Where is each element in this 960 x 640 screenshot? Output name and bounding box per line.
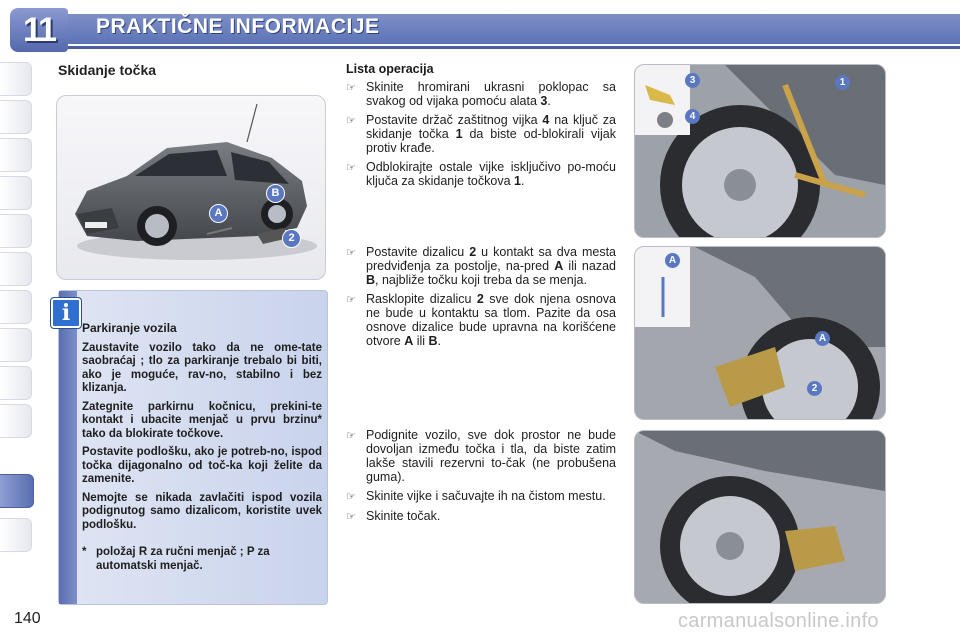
step-8: ☞ Skinite točak. [346,509,441,523]
marker-4: 4 [685,109,700,124]
footnote-text-a: položaj [96,546,139,558]
info-icon: i [51,298,81,328]
hand-icon: ☞ [346,247,356,259]
marker-2: 2 [282,229,301,248]
section-title: Skidanje točka [58,62,157,78]
hand-icon: ☞ [346,294,356,306]
chapter-tab-8[interactable] [0,328,32,362]
chapter-rail [0,62,34,582]
chapter-tab-6[interactable] [0,252,32,286]
marker-a-top: A [665,253,680,268]
marker-1: 1 [835,75,850,90]
info-footnote [82,546,322,573]
marker-2: 2 [807,381,822,396]
footnote-star: * [82,546,87,558]
footnote-text-b: za ručni menjač ; [147,546,247,558]
info-title: Parkiranje vozila [82,321,177,335]
info-paragraph-2: Zategnite parkirnu kočnicu, prekini-te kontakt i ubacite menjač u prvu brzinu* tako da blokirate točkove. [82,400,322,440]
step-5: ☞ Rasklopite dizalicu 2 sve dok njena osnova ne bude u kontaktu sa tlom. Pazite da osa osnove dizalice bude upravna na korišćene otvore A ili B. [346,292,617,348]
step-1: ☞ Skinite hromirani ukrasni poklopac sa svakog od vijaka pomoću alata 3. [346,80,616,108]
step-4: ☞ Postavite dizalicu 2 u kontakt sa dva mesta predviđenja za postolje, na-pred A ili nazad B, najbliže točku koji treba da se menja. [346,245,616,287]
chapter-tab-11-active[interactable] [0,474,34,508]
chapter-tab-7[interactable] [0,290,32,324]
chapter-tab-1[interactable] [0,62,32,96]
hand-icon: ☞ [346,82,356,94]
step-3: ☞ Odblokirajte ostale vijke isključivo po-moću ključa za skidanje točkova 1. [346,160,616,188]
chapter-tab-10[interactable] [0,404,32,438]
chapter-tab-2[interactable] [0,100,32,134]
chapter-tab-12[interactable] [0,518,32,552]
photo-jack-placement [634,246,886,420]
hand-icon: ☞ [346,491,356,503]
ops-group-2 [346,245,616,353]
step-6: ☞ Podignite vozilo, sve dok prostor ne bude dovoljan između točka i tla, da biste zatim lakše stavili rezervni to-čak (ne probušena guma). [346,428,616,484]
info-stripe [59,291,77,604]
hand-icon: ☞ [346,511,356,523]
hand-icon: ☞ [346,430,356,442]
ops-title: Lista operacija [346,62,434,76]
page-number: 140 [14,610,41,627]
chapter-tab-4[interactable] [0,176,32,210]
info-paragraph-4: Nemojte se nikada zavlačiti ispod vozila podignutog samo dizalicom, koristite uvek podlošku. [82,491,322,531]
watermark: carmanualsonline.info [678,610,879,632]
chapter-number: 11 [10,8,68,52]
info-content [82,322,322,573]
chapter-tab-3[interactable] [0,138,32,172]
footnote-text-c: za automatski menjač. [96,546,270,572]
footnote-r: R [138,546,148,558]
marker-3: 3 [685,73,700,88]
info-paragraph-3: Postavite podlošku, ako je potreb-no, ispod točka dijagonalno od toč-ka koji želite da zamenite. [82,446,322,485]
ops-group-1 [346,80,616,193]
step-7: ☞ Skinite vijke i sačuvajte ih na čistom mestu. [346,489,606,503]
chapter-tab-9[interactable] [0,366,32,400]
marker-a: A [815,331,830,346]
step-2: ☞ Postavite držač zaštitnog vijka 4 na ključ za skidanje točka 1 da biste od-blokirali vijak protiv krađe. [346,113,617,155]
ops-group-3 [346,428,616,529]
hand-icon: ☞ [346,162,356,174]
chapter-tab-5[interactable] [0,214,32,248]
info-paragraph-1: Zaustavite vozilo tako da ne ome-tate saobraćaj ; tlo za parkiranje trebalo bi biti, ako je moguće, rav-no, stabilno i bez klizanja. [82,341,322,394]
marker-a: A [209,204,228,223]
car-illustration [56,95,326,280]
page-title: PRAKTIČNE INFORMACIJE [96,15,380,38]
photo-wheel-removal [634,430,886,604]
marker-b: B [266,184,285,203]
hand-icon: ☞ [346,115,356,127]
photo-wheel-wrench [634,64,886,238]
footnote-p: P [246,546,255,558]
header-underline [60,46,960,49]
